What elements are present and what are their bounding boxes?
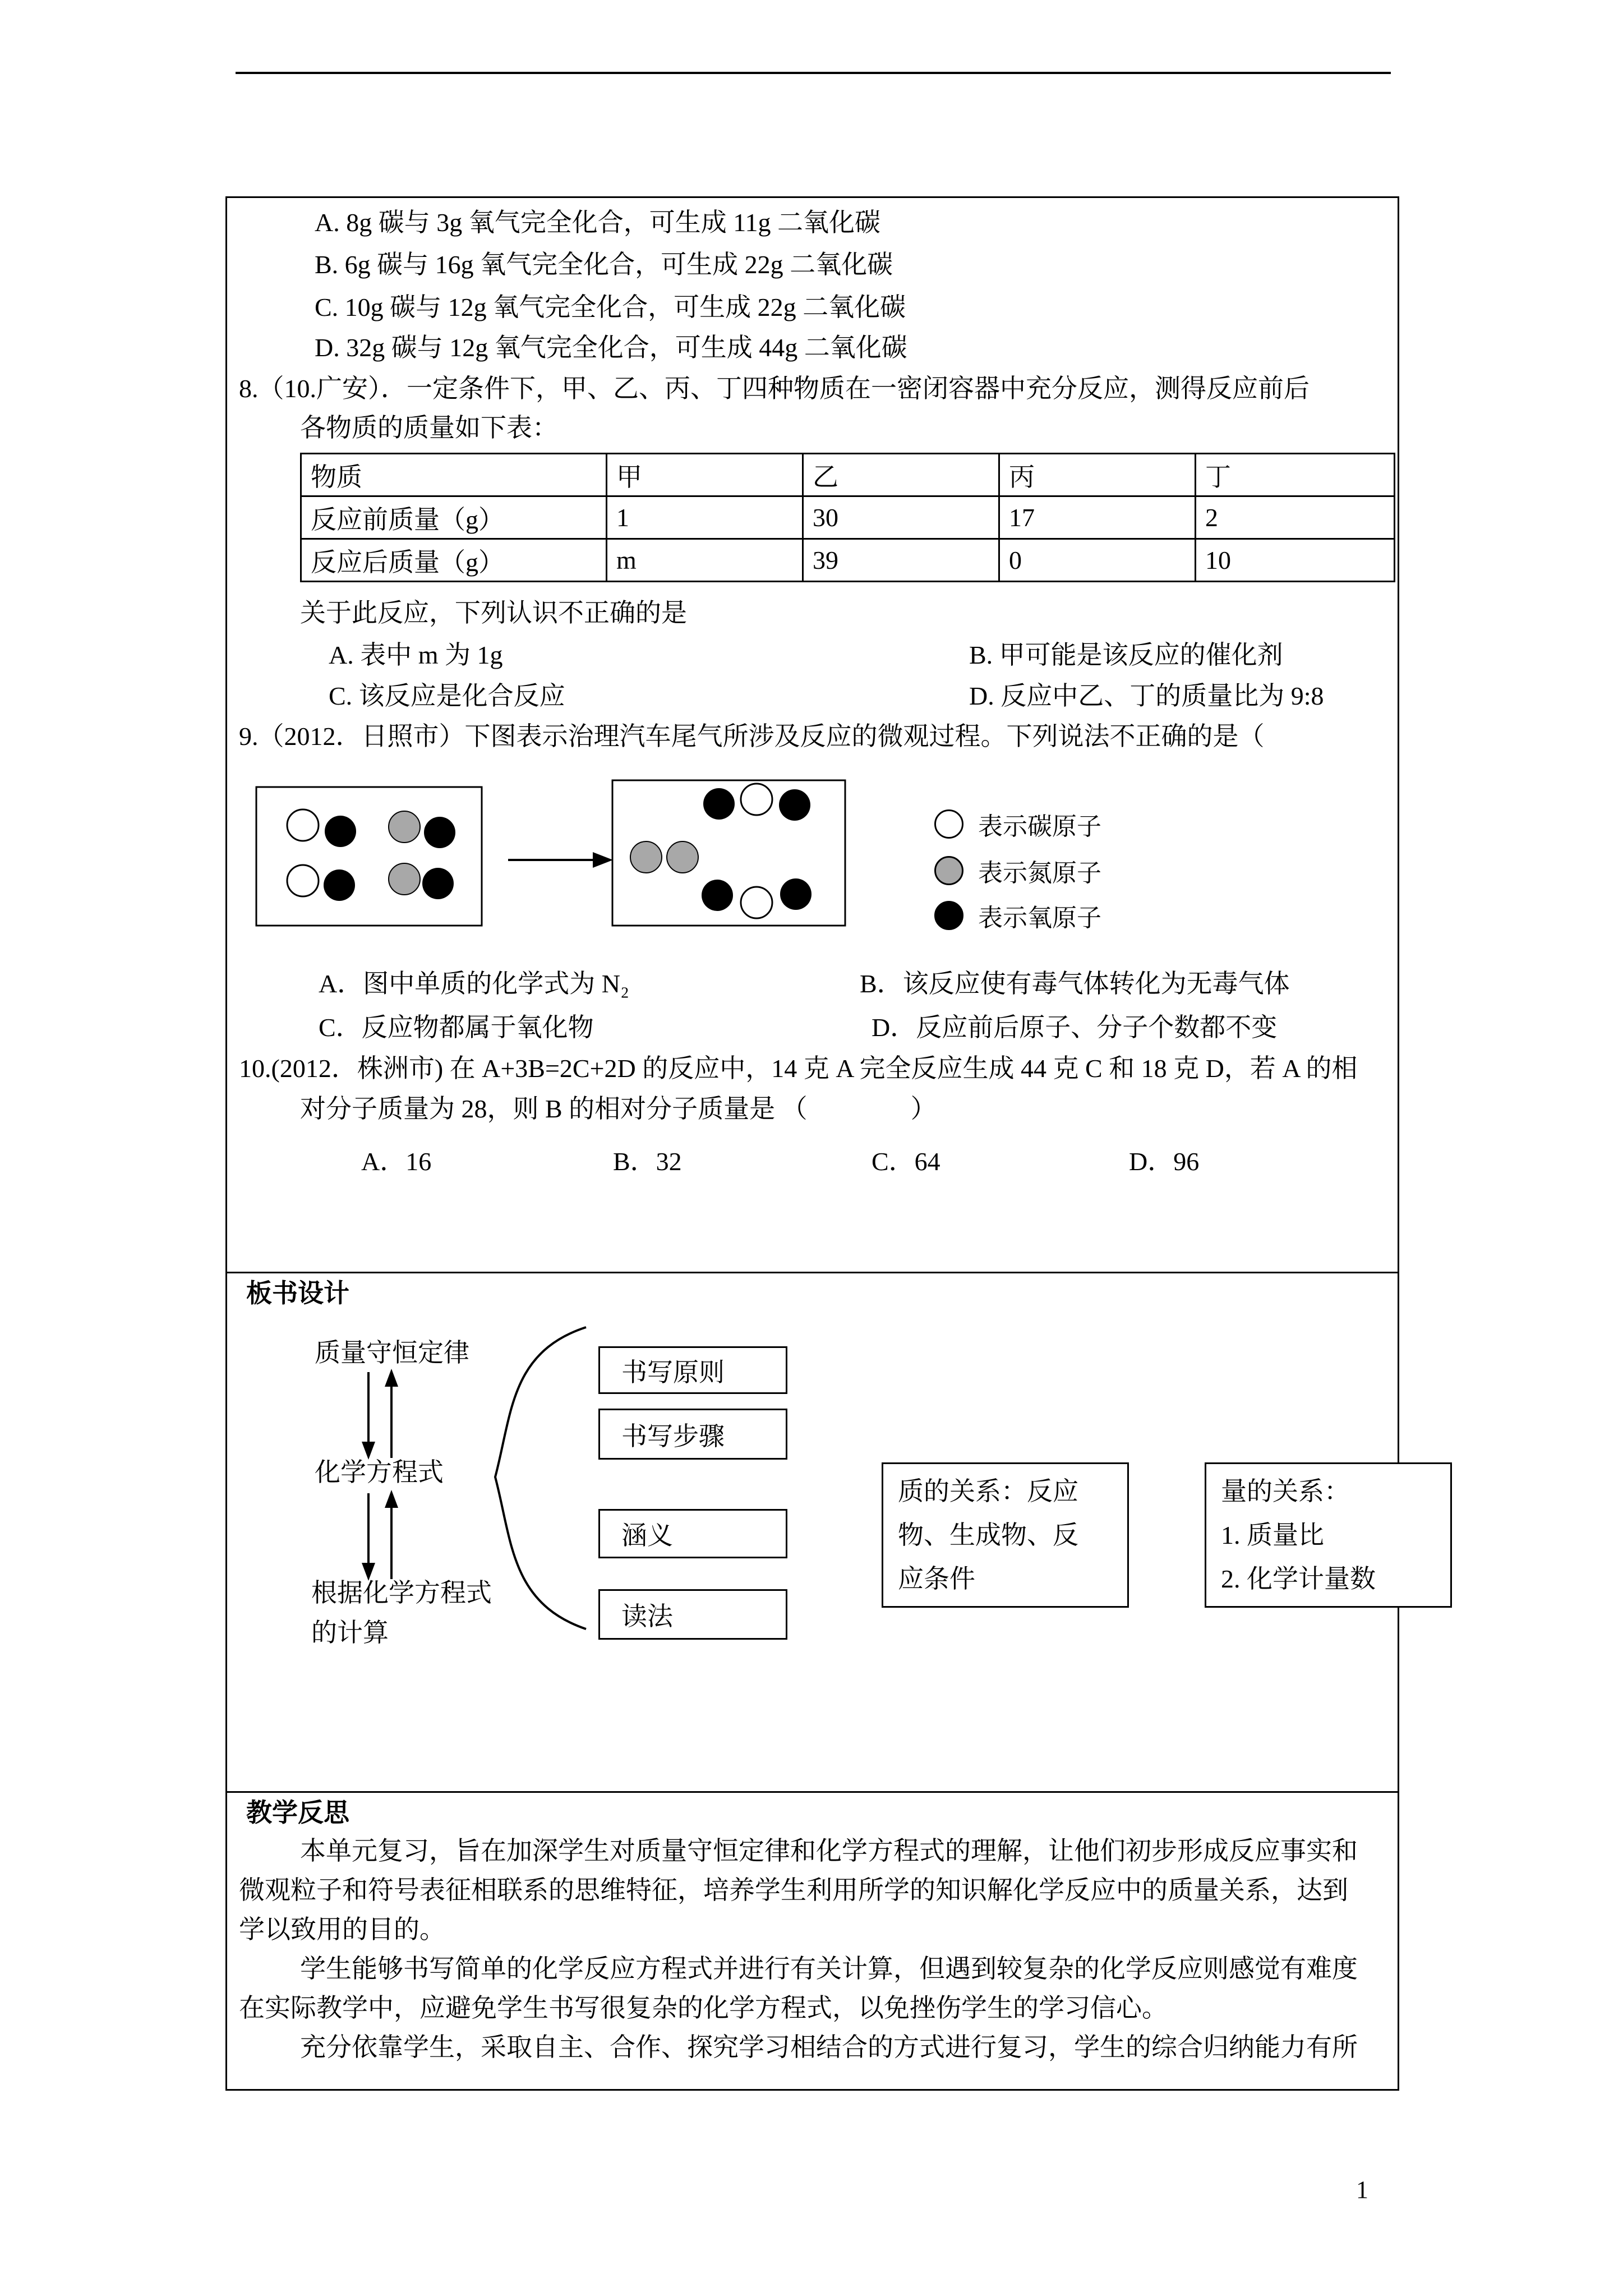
quantity-relation-line: 1. 质量比: [1221, 1521, 1324, 1549]
co-molecule: [287, 865, 355, 901]
quality-relation-line: 质的关系：反应: [898, 1477, 1078, 1506]
table-header-cell: 丙: [999, 454, 1196, 496]
q10-text-line2: 对分子质量为 28，则 B 的相对分子质量是 （ ）: [300, 1094, 937, 1123]
q10-option-a: A．16: [361, 1147, 432, 1176]
co-molecule: [287, 809, 356, 847]
table-cell: 17: [999, 496, 1196, 539]
n2-molecule: [630, 841, 698, 873]
double-arrow-icon: [362, 1369, 398, 1460]
q8-option-a: A. 表中 m 为 1g: [329, 641, 503, 669]
table-cell: 1: [607, 496, 803, 539]
table-header-cell: 甲: [607, 454, 803, 496]
q8-option-c: C. 该反应是化合反应: [329, 682, 565, 710]
board-node-mass-conservation: 质量守恒定律: [315, 1338, 469, 1367]
no-molecule: [389, 811, 455, 848]
brace-icon: [495, 1327, 586, 1629]
table-cell: 10: [1196, 539, 1395, 582]
q9-text: 9.（2012．日照市）下图表示治理汽车尾气所涉及反应的微观过程。下列说法不正确的是（: [239, 722, 1265, 751]
legend-nitrogen: [934, 855, 1101, 886]
carbon-atom-icon: [934, 809, 963, 839]
q10-option-d: D．96: [1129, 1147, 1200, 1176]
board-design-section: [225, 1272, 1399, 1793]
legend-oxygen: [934, 900, 1101, 931]
q8-option-b: B. 甲可能是该反应的催化剂: [969, 641, 1283, 669]
table-header-cell: 乙: [803, 454, 999, 496]
co2-molecule: [702, 878, 811, 918]
reflection-heading: 教学反思: [246, 1798, 349, 1827]
table-cell: 0: [999, 539, 1196, 582]
reflection-p2-line2: 在实际教学中，应避免学生书写很复杂的化学方程式，以免挫伤学生的学习信心。: [239, 1994, 1168, 2022]
table-cell: 2: [1196, 496, 1395, 539]
co2-molecule: [703, 784, 810, 821]
table-cell: 30: [803, 496, 999, 539]
legend-carbon: [934, 808, 1101, 840]
legend-label: 表示氧原子: [978, 904, 1101, 932]
reflection-p2-line1: 学生能够书写简单的化学反应方程式并进行有关计算，但遇到较复杂的化学反应则感觉有难度: [300, 1954, 1358, 1983]
q7-option-b: B. 6g 碳与 16g 氧气完全化合，可生成 22g 二氧化碳: [315, 250, 893, 279]
q8-option-d: D. 反应中乙、丁的质量比为 9:8: [969, 682, 1324, 710]
q9-option-d: D．反应前后原子、分子个数都不变: [872, 1013, 1278, 1042]
q8-text-line1: 8.（10.广安）．一定条件下，甲、乙、丙、丁四种物质在一密闭容器中充分反应，测得反应前后: [239, 374, 1310, 403]
reflection-p1-line2: 微观粒子和符号表征相联系的思维特征，培养学生利用所学的知识解化学反应中的质量关系，达到: [239, 1876, 1348, 1904]
legend-label: 表示氮原子: [978, 859, 1101, 887]
q7-option-a: A. 8g 碳与 3g 氧气完全化合，可生成 11g 二氧化碳: [315, 208, 881, 237]
reflection-p1-line1: 本单元复习，旨在加深学生对质量守恒定律和化学方程式的理解，让他们初步形成反应事实和: [300, 1837, 1358, 1865]
reflection-p1-line3: 学以致用的目的。: [239, 1915, 445, 1944]
no-molecule: [389, 863, 454, 899]
board-box-writing-steps: 书写步骤: [598, 1409, 787, 1460]
q10-text-line1: 10.(2012．株洲市) 在 A+3B=2C+2D 的反应中，14 克 A 完全反应生成 44 克 C 和 18 克 D，若 A 的相: [239, 1054, 1358, 1083]
board-node-calculation-line1: 根据化学方程式: [311, 1579, 492, 1607]
q8-text-line2: 各物质的质量如下表：: [300, 413, 558, 442]
quantity-relation-line: 2. 化学计量数: [1221, 1565, 1376, 1593]
board-node-calculation-line2: 的计算: [311, 1618, 389, 1647]
table-row-after: [301, 539, 1395, 582]
board-box-quality-relation: [882, 1462, 1129, 1608]
q9-option-c: C．反应物都属于氧化物: [319, 1013, 594, 1042]
table-cell: 反应后质量（g）: [301, 539, 607, 582]
double-arrow-icon: [362, 1490, 398, 1581]
table-cell: m: [607, 539, 803, 582]
q9-option-a: A．图中单质的化学式为 N₂: [319, 969, 629, 998]
q10-option-c: C．64: [872, 1147, 940, 1176]
table-row-before: [301, 496, 1395, 539]
q9-option-b: B．该反应使有毒气体转化为无毒气体: [860, 969, 1290, 998]
table-cell: 39: [803, 539, 999, 582]
reflection-p3-line1: 充分依靠学生，采取自主、合作、探究学习相结合的方式进行复习，学生的综合归纳能力有所: [300, 2033, 1358, 2062]
quantity-relation-line: 量的关系：: [1221, 1477, 1350, 1506]
reactants-box: [256, 787, 482, 926]
table-header-cell: 物质: [301, 454, 607, 496]
questions-section: [225, 196, 1399, 1273]
oxygen-atom-icon: [934, 901, 963, 930]
mass-table: [300, 453, 1395, 582]
q8-prompt: 关于此反应，下列认识不正确的是: [300, 599, 687, 627]
board-heading: 板书设计: [246, 1279, 349, 1308]
reaction-diagram-svg: [250, 776, 878, 933]
board-box-writing-principles: 书写原则: [598, 1346, 787, 1394]
board-box-meaning: 涵义: [598, 1509, 787, 1558]
q10-option-b: B．32: [613, 1147, 682, 1176]
board-node-chemical-equation: 化学方程式: [315, 1458, 444, 1487]
quality-relation-line: 应条件: [898, 1565, 975, 1593]
table-cell: 反应前质量（g）: [301, 496, 607, 539]
legend-label: 表示碳原子: [978, 813, 1101, 840]
table-header-cell: 丁: [1196, 454, 1395, 496]
q7-option-c: C. 10g 碳与 12g 氧气完全化合，可生成 22g 二氧化碳: [315, 293, 906, 321]
header-rule: [236, 72, 1391, 74]
nitrogen-atom-icon: [934, 856, 963, 885]
table-header-row: [301, 454, 1395, 496]
board-box-quantity-relation: [1205, 1462, 1452, 1608]
reflection-section: [225, 1791, 1399, 2091]
q7-option-d: D. 32g 碳与 12g 氧气完全化合，可生成 44g 二氧化碳: [315, 333, 907, 362]
board-box-reading: 读法: [598, 1589, 787, 1640]
reaction-arrow-icon: [508, 852, 613, 868]
page-number: 1: [1356, 2176, 1368, 2203]
quality-relation-line: 物、生成物、反: [898, 1521, 1078, 1549]
